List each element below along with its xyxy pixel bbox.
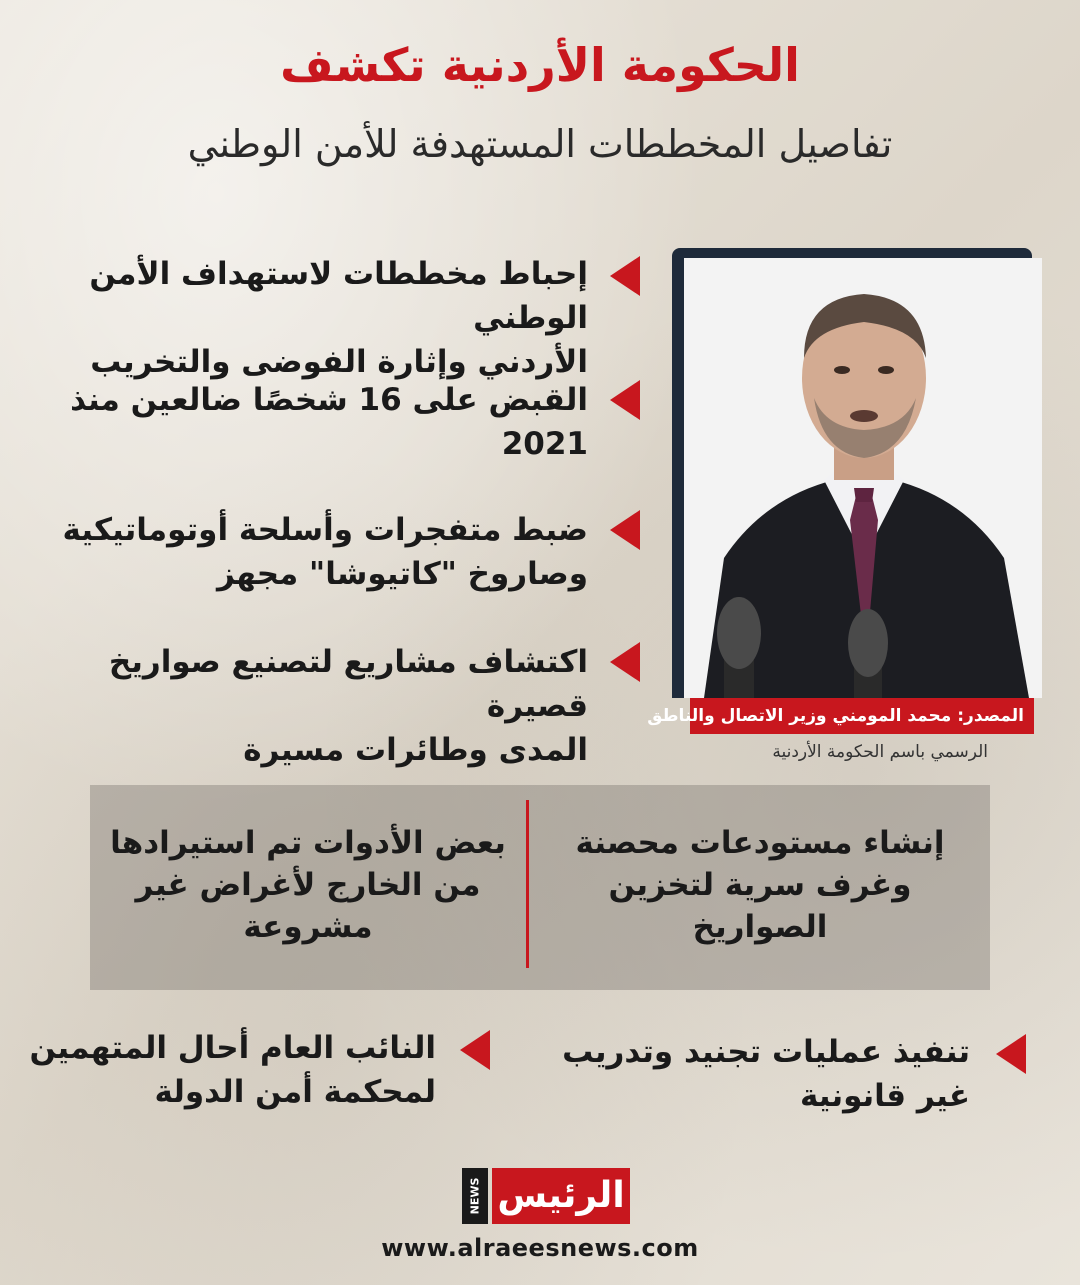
- speaker-illustration: [684, 258, 1042, 698]
- bullet-3-line1: ضبط متفجرات وأسلحة أوتوماتيكية: [62, 512, 588, 548]
- info-box-right-line1: إنشاء مستودعات محصنة: [575, 825, 945, 861]
- photo-caption: المصدر: محمد المومني وزير الاتصال والناطق: [690, 698, 1034, 734]
- bullet-triangle-icon: [460, 1030, 490, 1070]
- info-box-left: [108, 822, 508, 948]
- bottom-bullet-right-line1: تنفيذ عمليات تجنيد وتدريب: [562, 1034, 970, 1070]
- bullet-4-line1: اكتشاف مشاريع لتصنيع صواريخ قصيرة: [108, 644, 588, 724]
- bottom-bullet-right-line2: غير قانونية: [799, 1078, 970, 1114]
- info-box-left-line1: بعض الأدوات تم استيرادها: [110, 825, 506, 861]
- bullet-1-line1: إحباط مخططات لاستهداف الأمن الوطني: [89, 256, 588, 336]
- info-box-left-line2: من الخارج لأغراض غير: [135, 867, 481, 903]
- speaker-photo: [684, 258, 1042, 698]
- info-box-right: [560, 822, 960, 948]
- website-url: www.alraeesnews.com: [381, 1234, 699, 1262]
- info-box-divider: [526, 800, 529, 968]
- logo: الرئيس: [492, 1168, 630, 1224]
- bottom-bullet-left-line2: لمحكمة أمن الدولة: [154, 1074, 436, 1110]
- bullet-2-line2: 2021: [501, 426, 588, 462]
- bottom-bullet-left-line1: النائب العام أحال المتهمين: [29, 1030, 436, 1066]
- logo-news-badge: NEWS: [462, 1168, 488, 1224]
- bullet-triangle-icon: [610, 380, 640, 420]
- bullet-3-line2: وصاروخ "كاتيوشا" مجهز: [216, 556, 588, 592]
- bullet-triangle-icon: [996, 1034, 1026, 1074]
- bullet-triangle-icon: [610, 642, 640, 682]
- page-subtitle: تفاصيل المخططات المستهدفة للأمن الوطني: [187, 122, 893, 166]
- bullet-4-line2: المدى وطائرات مسيرة: [243, 732, 588, 768]
- bullet-triangle-icon: [610, 256, 640, 296]
- info-box-right-line3: الصواريخ: [692, 909, 828, 945]
- info-box-right-line2: وغرف سرية لتخزين: [608, 867, 912, 903]
- bullet-2-line1: القبض على 16 شخصًا ضالعين منذ: [70, 382, 588, 418]
- page-title: الحكومة الأردنية تكشف: [280, 38, 800, 92]
- info-box-left-line3: مشروعة: [243, 909, 373, 945]
- photo-caption-subline: الرسمي باسم الحكومة الأردنية: [772, 742, 988, 762]
- bullet-1-line2: الأردني وإثارة الفوضى والتخريب: [90, 344, 588, 380]
- bullet-triangle-icon: [610, 510, 640, 550]
